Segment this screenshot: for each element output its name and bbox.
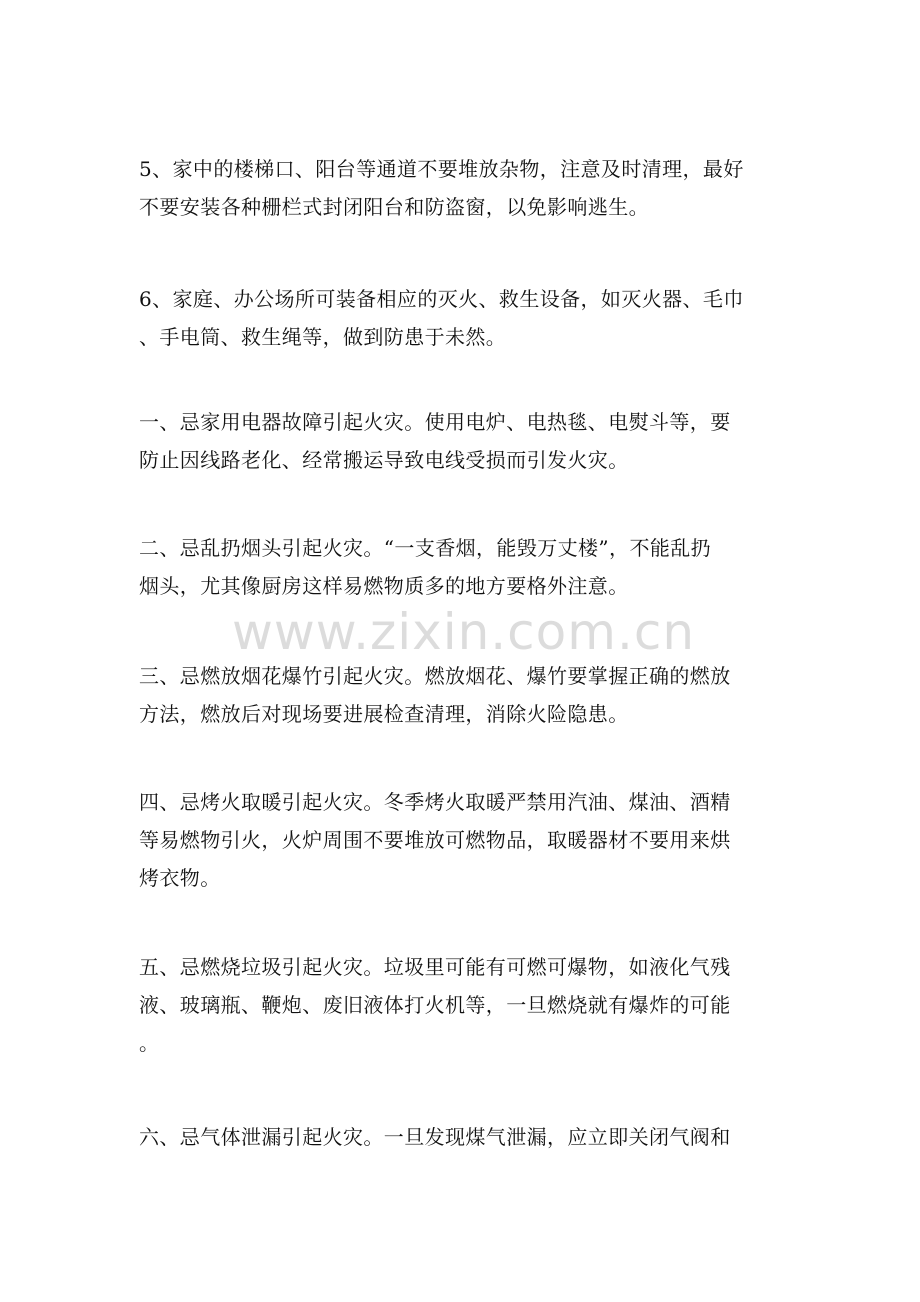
text-line: 防止因线路老化、经常搬运导致电线受损而引发火灾。	[139, 448, 629, 472]
text-line: 5、家中的楼梯口、阳台等通道不要堆放杂物，注意及时清理，最好	[139, 157, 744, 181]
text-line: 烟头，尤其像厨房这样易燃物质多的地方要格外注意。	[139, 574, 629, 598]
watermark: www.zixin.com.cn	[232, 603, 696, 661]
paragraph-fireworks	[139, 657, 779, 733]
text-line: 三、忌燃放烟花爆竹引起火灾。燃放烟花、爆竹要掌握正确的燃放	[139, 664, 731, 688]
text-line: 等易燃物引火，火炉周围不要堆放可燃物品，取暖器材不要用来烘	[139, 828, 731, 852]
text-line: 二、忌乱扔烟头引起火灾。“一支香烟，能毁万丈楼”，不能乱扔	[139, 536, 712, 560]
text-line: 一、忌家用电器故障引起火灾。使用电炉、电热毯、电熨斗等，要	[139, 410, 731, 434]
paragraph-5-escape-routes	[139, 150, 779, 226]
text-line: 、手电筒、救生绳等，做到防患于未然。	[139, 325, 507, 349]
text-line: 五、忌燃烧垃圾引起火灾。垃圾里可能有可燃可爆物，如液化气残	[139, 955, 731, 979]
text-line: 四、忌烤火取暖引起火灾。冬季烤火取暖严禁用汽油、煤油、酒精	[139, 790, 731, 814]
text-line: 。	[139, 1031, 160, 1055]
text-line: 液、玻璃瓶、鞭炮、废旧液体打火机等，一旦燃烧就有爆炸的可能	[139, 993, 731, 1017]
paragraph-6-equipment	[139, 280, 779, 356]
paragraph-heating	[139, 783, 779, 897]
text-line: 方法，燃放后对现场要进展检查清理，消除火险隐患。	[139, 702, 629, 726]
text-line: 烤衣物。	[139, 866, 221, 890]
paragraph-appliances	[139, 403, 779, 479]
paragraph-cigarettes	[139, 529, 779, 605]
paragraph-garbage	[139, 948, 779, 1062]
paragraph-gas-leak	[139, 1118, 779, 1156]
text-line: 6、家庭、办公场所可装备相应的灭火、救生设备，如灭火器、毛巾	[139, 287, 744, 311]
text-line: 不要安装各种栅栏式封闭阳台和防盗窗，以免影响逃生。	[139, 195, 649, 219]
text-line: 六、忌气体泄漏引起火灾。一旦发现煤气泄漏，应立即关闭气阀和	[139, 1125, 731, 1149]
